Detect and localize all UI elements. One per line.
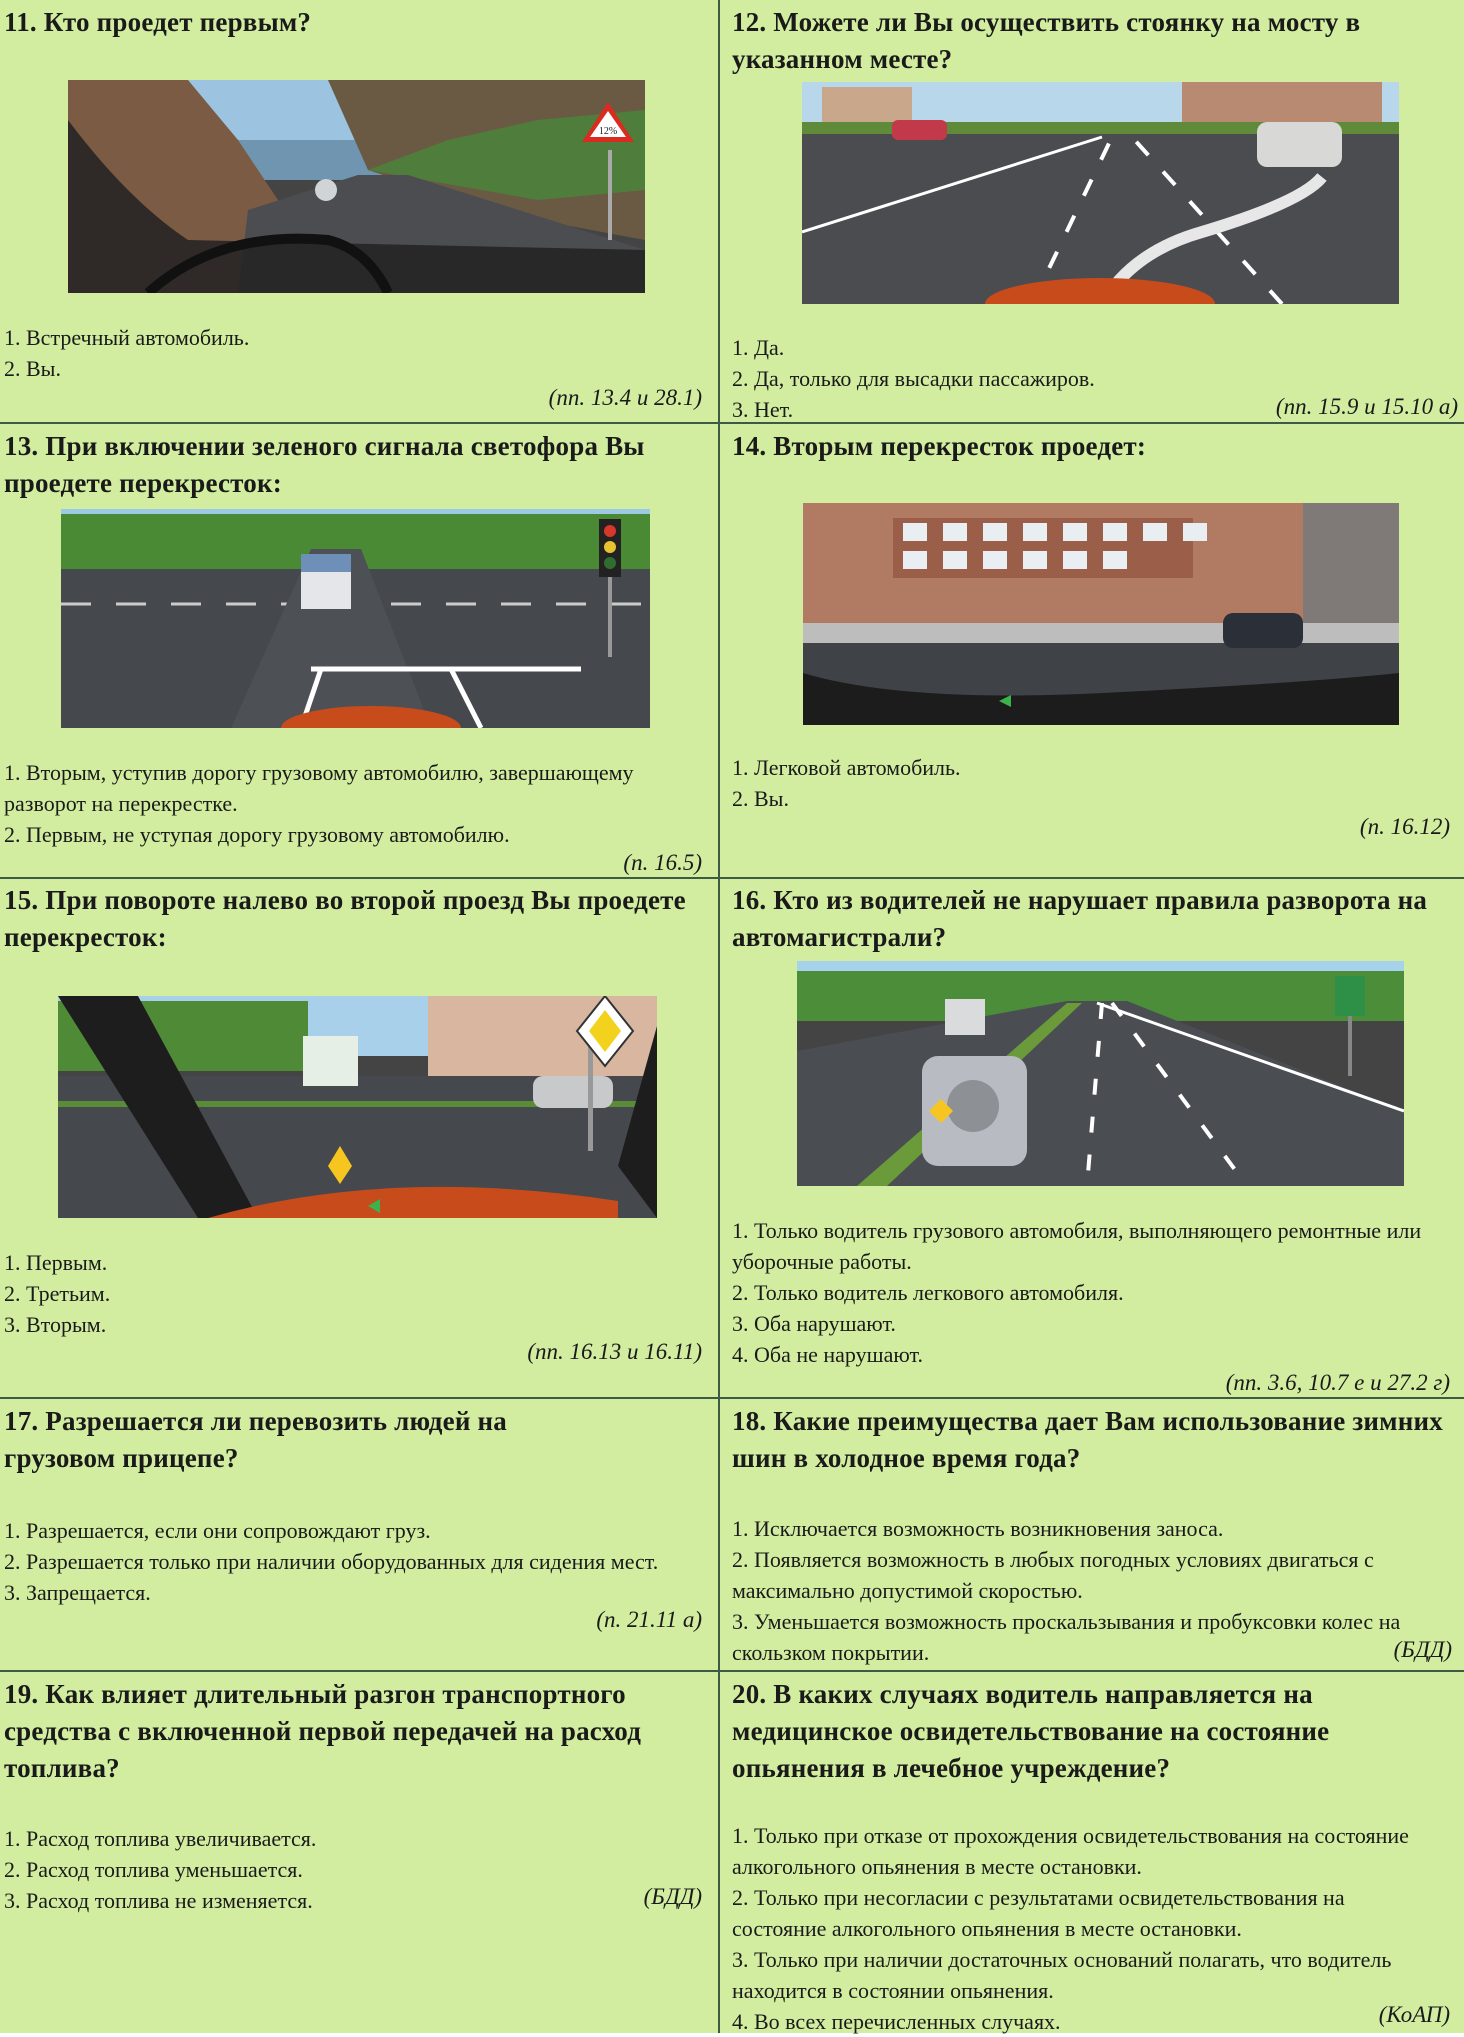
rule-reference: (КоАП) bbox=[1378, 2002, 1450, 2027]
rule-reference: (БДД) bbox=[1393, 1637, 1452, 1662]
left-turn-picture bbox=[58, 996, 657, 1218]
question-title: 19. Как влияет длительный разгон транспортного средства с включенной первой передачей на расход топлива? bbox=[4, 1679, 642, 1783]
question-title: 13. При включении зеленого сигнала светофора Вы проедете перекресток: bbox=[4, 431, 645, 498]
column-divider bbox=[718, 0, 720, 2033]
answer-option[interactable]: 2. Вы. bbox=[4, 356, 61, 381]
answer-option[interactable]: 2. Только водитель легкового автомобиля. bbox=[732, 1280, 1124, 1305]
answer-option[interactable]: 1. Вторым, уступив дорогу грузовому автомобилю, завершающему разворот на перекрестке. bbox=[4, 760, 634, 816]
answer-option[interactable]: 3. Нет. bbox=[732, 397, 794, 422]
answer-option[interactable]: 2. Только при несогласии с результатами освидетельствования на состояние алкогольного опьянения в месте остановки. bbox=[732, 1885, 1345, 1941]
question-title: 11. Кто проедет первым? bbox=[4, 7, 312, 37]
answer-option[interactable]: 3. Запрещается. bbox=[4, 1580, 151, 1605]
rule-reference: (п. 16.12) bbox=[1359, 814, 1450, 839]
answer-option[interactable]: 1. Легковой автомобиль. bbox=[732, 755, 961, 780]
rule-reference: (п. 16.5) bbox=[623, 850, 702, 875]
row-divider bbox=[0, 1670, 1464, 1672]
answer-option[interactable]: 1. Первым. bbox=[4, 1250, 108, 1275]
svg-text:12%: 12% bbox=[598, 126, 618, 137]
question-title: 12. Можете ли Вы осуществить стоянку на мосту в указанном месте? bbox=[732, 7, 1361, 74]
answer-list bbox=[732, 752, 1432, 814]
question-title: 15. При повороте налево во второй проезд Вы проедете перекресток: bbox=[4, 885, 686, 952]
question-title: 16. Кто из водителей не нарушает правила разворота на автомагистрали? bbox=[732, 885, 1428, 952]
answer-option[interactable]: 1. Расход топлива увеличивается. bbox=[4, 1826, 317, 1851]
answer-option[interactable]: 2. Третьим. bbox=[4, 1281, 111, 1306]
answer-option[interactable]: 4. Оба не нарушают. bbox=[732, 1342, 923, 1367]
t-junction-picture bbox=[803, 503, 1399, 725]
answer-option[interactable]: 1. Разрешается, если они сопровождают груз. bbox=[4, 1518, 431, 1543]
rule-reference: (пп. 13.4 и 28.1) bbox=[548, 385, 702, 410]
question-title: 14. Вторым перекресток проедет: bbox=[732, 431, 1147, 461]
answer-option[interactable]: 4. Во всех перечисленных случаях. bbox=[732, 2009, 1061, 2034]
answer-list bbox=[4, 322, 694, 384]
answer-option[interactable]: 3. Уменьшается возможность проскальзывания и пробуксовки колес на скользком покрытии. bbox=[732, 1609, 1401, 1665]
question-title: 18. Какие преимущества дает Вам использование зимних шин в холодное время года? bbox=[732, 1406, 1443, 1473]
answer-option[interactable]: 1. Встречный автомобиль. bbox=[4, 325, 250, 350]
answer-option[interactable]: 2. Появляется возможность в любых погодных условиях двигаться с максимально допустимой скоростью. bbox=[732, 1547, 1374, 1603]
answer-list bbox=[4, 1247, 694, 1340]
row-divider bbox=[0, 877, 1464, 879]
answer-option[interactable]: 3. Расход топлива не изменяется. bbox=[4, 1888, 313, 1913]
motorway-picture bbox=[797, 961, 1404, 1186]
bridge-parking-picture bbox=[802, 82, 1399, 304]
question-title: 17. Разрешается ли перевозить людей на грузовом прицепе? bbox=[4, 1406, 507, 1473]
question-title: 20. В каких случаях водитель направляется на медицинское освидетельствование на состояние опьянения в лечебное учреждение? bbox=[732, 1679, 1330, 1783]
answer-list bbox=[732, 1215, 1442, 1370]
answer-option[interactable]: 3. Вторым. bbox=[4, 1312, 107, 1337]
answer-option[interactable]: 1. Только водитель грузового автомобиля, выполняющего ремонтные или уборочные работы. bbox=[732, 1218, 1422, 1274]
answer-option[interactable]: 2. Разрешается только при наличии оборудованных для сидения мест. bbox=[4, 1549, 659, 1574]
answer-option[interactable]: 2. Расход топлива уменьшается. bbox=[4, 1857, 303, 1882]
answer-list bbox=[4, 1515, 664, 1608]
answer-option[interactable]: 1. Исключается возможность возникновения заноса. bbox=[732, 1516, 1224, 1541]
answer-option[interactable]: 2. Первым, не уступая дорогу грузовому автомобилю. bbox=[4, 822, 510, 847]
answer-option[interactable]: 1. Да. bbox=[732, 335, 785, 360]
rule-reference: (пп. 15.9 и 15.10 а) bbox=[1275, 394, 1458, 419]
rule-reference: (БДД) bbox=[643, 1884, 702, 1909]
answer-option[interactable]: 1. Только при отказе от прохождения освидетельствования на состояние алкогольного опьянения в месте остановки. bbox=[732, 1823, 1409, 1879]
answer-option[interactable]: 3. Только при наличии достаточных оснований полагать, что водитель находится в состоянии опьянения. bbox=[732, 1947, 1392, 2003]
rule-reference: (п. 21.11 а) bbox=[596, 1607, 702, 1632]
answer-option[interactable]: 2. Вы. bbox=[732, 786, 789, 811]
rule-reference: (пп. 3.6, 10.7 е и 27.2 г) bbox=[1225, 1370, 1450, 1395]
answer-option[interactable]: 3. Оба нарушают. bbox=[732, 1311, 896, 1336]
mountain-road-picture bbox=[68, 80, 645, 293]
rule-reference: (пп. 16.13 и 16.11) bbox=[527, 1339, 702, 1364]
intersection-picture bbox=[61, 509, 650, 728]
answer-list bbox=[4, 757, 704, 850]
answer-option[interactable]: 2. Да, только для высадки пассажиров. bbox=[732, 366, 1095, 391]
